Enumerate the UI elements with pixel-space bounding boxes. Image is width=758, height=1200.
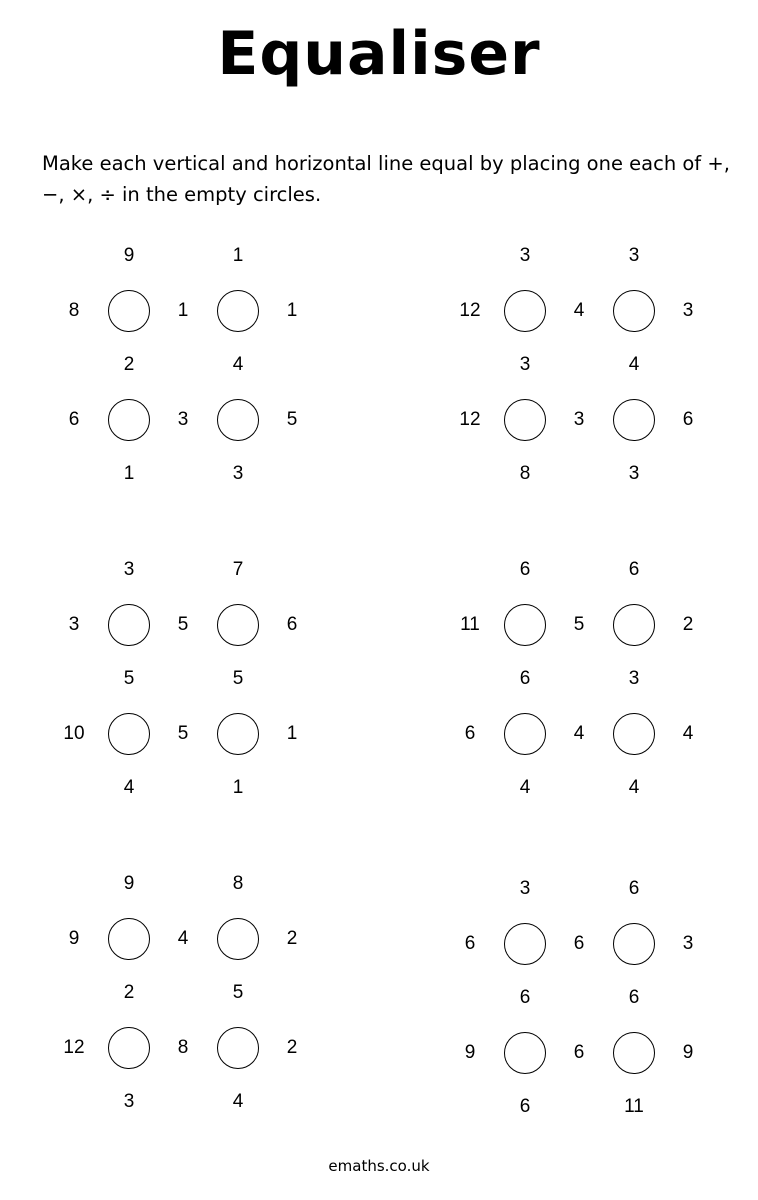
operator-slot-row1-b-circle[interactable] — [613, 604, 655, 646]
operator-slot-row1-a-circle[interactable] — [108, 918, 150, 960]
puzzle-4 — [436, 554, 716, 814]
instructions-text: Make each vertical and horizontal line equal by placing one each of +, −, ×, ÷ in the empty circles. — [42, 152, 730, 206]
puzzle-1 — [40, 240, 320, 500]
operator-slot-row2-a-circle[interactable] — [108, 713, 150, 755]
number-mid-a: 5 — [123, 668, 135, 689]
number-row2-right: 2 — [286, 1037, 298, 1058]
number-row1-mid: 4 — [177, 928, 189, 949]
number-row2-mid: 5 — [177, 723, 189, 744]
number-row1-left: 9 — [68, 928, 80, 949]
number-row2-mid: 6 — [573, 1042, 585, 1063]
number-top-b: 6 — [628, 878, 640, 899]
puzzle-2 — [436, 240, 716, 500]
number-row2-left: 6 — [464, 723, 476, 744]
number-row2-left: 12 — [63, 1037, 85, 1058]
number-row1-right: 3 — [682, 933, 694, 954]
number-row2-left: 6 — [68, 409, 80, 430]
number-row1-mid: 6 — [573, 933, 585, 954]
operator-slot-row1-b-circle[interactable] — [613, 923, 655, 965]
number-bottom-b: 3 — [232, 463, 244, 484]
number-row2-right: 5 — [286, 409, 298, 430]
operator-slot-row1-b-circle[interactable] — [613, 290, 655, 332]
number-bottom-a: 6 — [519, 1096, 531, 1117]
number-row2-right: 9 — [682, 1042, 694, 1063]
operator-slot-row2-b-circle[interactable] — [613, 713, 655, 755]
number-mid-a: 6 — [519, 668, 531, 689]
number-top-b: 8 — [232, 873, 244, 894]
operator-slot-row2-b-circle[interactable] — [613, 399, 655, 441]
number-row1-mid: 5 — [573, 614, 585, 635]
number-bottom-b: 3 — [628, 463, 640, 484]
number-row1-left: 11 — [460, 614, 480, 635]
operator-slot-row2-b-circle[interactable] — [217, 713, 259, 755]
number-row1-right: 6 — [286, 614, 298, 635]
number-mid-b: 4 — [232, 354, 244, 375]
number-row1-right: 2 — [286, 928, 298, 949]
operator-slot-row2-a-circle[interactable] — [108, 1027, 150, 1069]
number-mid-a: 2 — [123, 354, 135, 375]
number-row1-left: 6 — [464, 933, 476, 954]
operator-slot-row1-a-circle[interactable] — [108, 604, 150, 646]
number-row1-right: 3 — [682, 300, 694, 321]
number-top-a: 3 — [519, 245, 531, 266]
operator-slot-row2-a-circle[interactable] — [504, 399, 546, 441]
number-top-a: 9 — [123, 873, 135, 894]
number-row2-right: 4 — [682, 723, 694, 744]
operator-slot-row2-a-circle[interactable] — [108, 399, 150, 441]
number-row1-mid: 1 — [177, 300, 189, 321]
number-top-a: 9 — [123, 245, 135, 266]
footer-site: emaths.co.uk — [328, 1157, 430, 1175]
number-top-b: 1 — [232, 245, 244, 266]
number-row1-right: 2 — [682, 614, 694, 635]
number-mid-b: 6 — [628, 987, 640, 1008]
operator-slot-row2-a-circle[interactable] — [504, 1032, 546, 1074]
number-bottom-b: 4 — [232, 1091, 244, 1112]
operator-slot-row2-b-circle[interactable] — [613, 1032, 655, 1074]
operator-slot-row1-b-circle[interactable] — [217, 290, 259, 332]
operator-slot-row1-a-circle[interactable] — [504, 604, 546, 646]
number-row2-mid: 3 — [177, 409, 189, 430]
number-top-a: 3 — [123, 559, 135, 580]
number-row2-mid: 8 — [177, 1037, 189, 1058]
number-row2-mid: 3 — [573, 409, 585, 430]
number-row2-left: 12 — [459, 409, 481, 430]
operator-slot-row1-a-circle[interactable] — [504, 923, 546, 965]
number-row2-mid: 4 — [573, 723, 585, 744]
number-top-b: 7 — [232, 559, 244, 580]
number-row2-right: 6 — [682, 409, 694, 430]
number-bottom-a: 1 — [123, 463, 135, 484]
number-mid-a: 3 — [519, 354, 531, 375]
operator-slot-row1-b-circle[interactable] — [217, 918, 259, 960]
number-mid-a: 6 — [519, 987, 531, 1008]
number-mid-b: 3 — [628, 668, 640, 689]
operator-slot-row1-b-circle[interactable] — [217, 604, 259, 646]
operator-slot-row2-b-circle[interactable] — [217, 399, 259, 441]
worksheet-title: Equaliser — [217, 19, 541, 89]
number-mid-b: 4 — [628, 354, 640, 375]
number-mid-b: 5 — [232, 982, 244, 1003]
number-bottom-a: 8 — [519, 463, 531, 484]
number-bottom-a: 4 — [123, 777, 135, 798]
number-bottom-b: 11 — [624, 1096, 644, 1117]
number-top-b: 3 — [628, 245, 640, 266]
number-top-a: 3 — [519, 878, 531, 899]
number-mid-a: 2 — [123, 982, 135, 1003]
puzzle-5 — [40, 868, 320, 1128]
operator-slot-row2-b-circle[interactable] — [217, 1027, 259, 1069]
number-row1-mid: 5 — [177, 614, 189, 635]
number-top-b: 6 — [628, 559, 640, 580]
operator-slot-row1-a-circle[interactable] — [108, 290, 150, 332]
number-row1-left: 12 — [459, 300, 481, 321]
operator-slot-row1-a-circle[interactable] — [504, 290, 546, 332]
operator-slot-row2-a-circle[interactable] — [504, 713, 546, 755]
number-mid-b: 5 — [232, 668, 244, 689]
puzzle-3 — [40, 554, 320, 814]
number-row1-left: 8 — [68, 300, 80, 321]
number-top-a: 6 — [519, 559, 531, 580]
number-row1-right: 1 — [286, 300, 298, 321]
number-row2-left: 9 — [464, 1042, 476, 1063]
number-bottom-a: 3 — [123, 1091, 135, 1112]
number-bottom-b: 1 — [232, 777, 244, 798]
number-bottom-a: 4 — [519, 777, 531, 798]
number-row1-mid: 4 — [573, 300, 585, 321]
number-row2-right: 1 — [286, 723, 298, 744]
number-bottom-b: 4 — [628, 777, 640, 798]
puzzle-6 — [436, 873, 716, 1133]
number-row2-left: 10 — [63, 723, 85, 744]
number-row1-left: 3 — [68, 614, 80, 635]
